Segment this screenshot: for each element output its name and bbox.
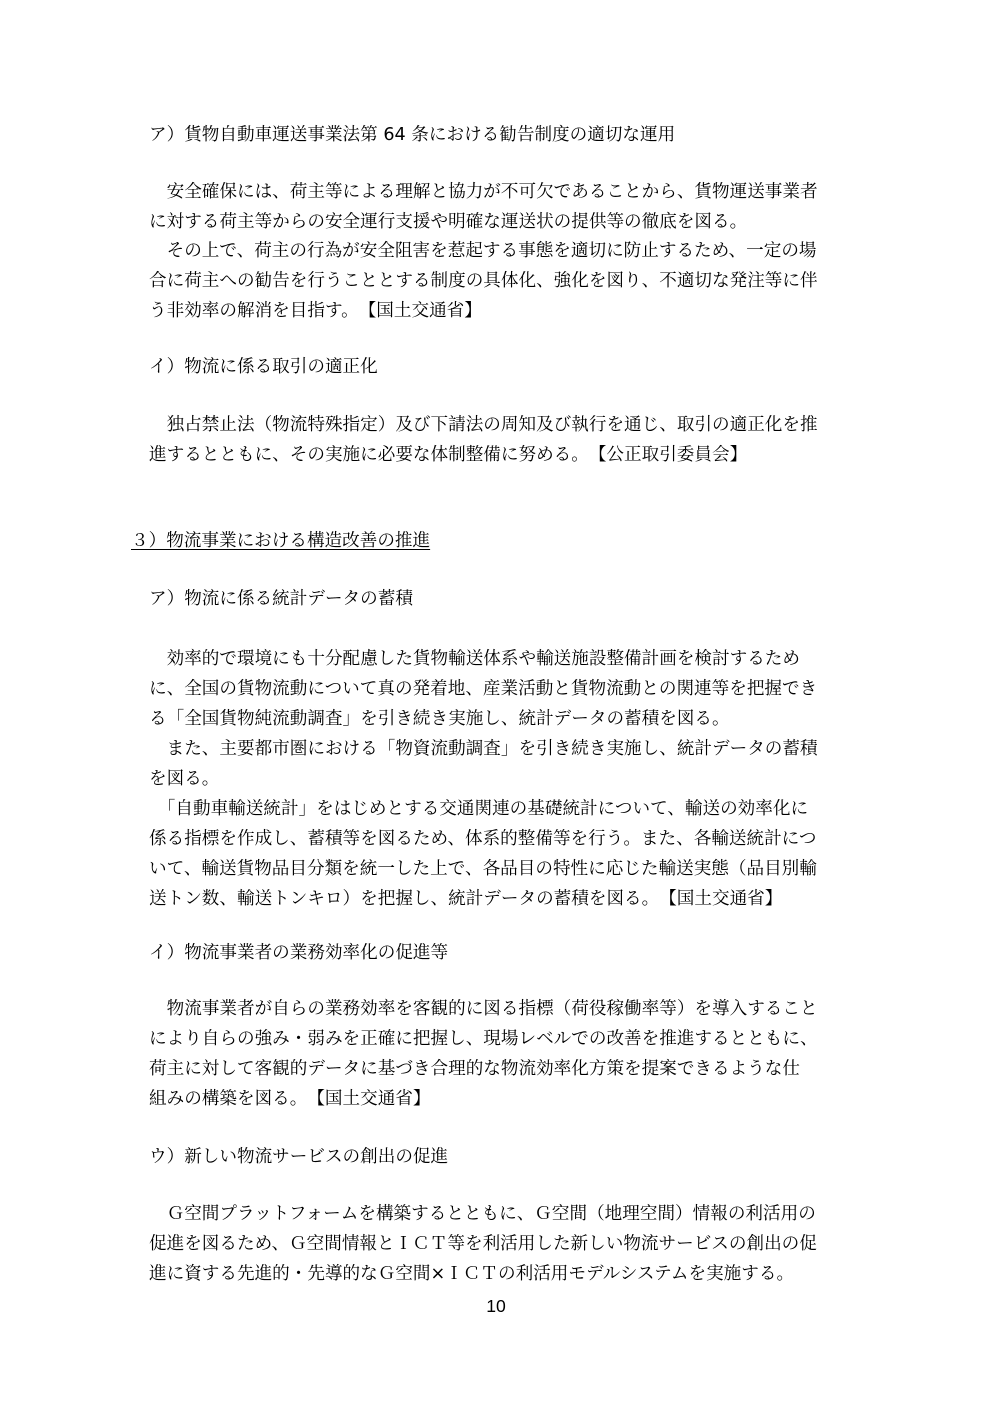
text-line: に対する荷主等からの安全運行支援や明確な運送状の提供等の徹底を図る。 bbox=[149, 212, 748, 232]
paragraph-busshi-ryudo bbox=[149, 734, 871, 794]
text-line: う非効率の解消を目指す。 【国土交通省】 bbox=[149, 301, 482, 321]
text-line: により自らの強み・弱みを正確に把握し、現場レベルでの改善を推進するとともに、 bbox=[149, 1029, 818, 1049]
text-line: 安全確保には、荷主等による理解と協力が不可欠であることから、貨物運送事業者 bbox=[149, 182, 818, 202]
text-line: 進するとともに、その実施に必要な体制整備に努める。 【公正取引委員会】 bbox=[149, 445, 748, 465]
paragraph-anzen-kakuho bbox=[149, 177, 871, 237]
heading-gyomu-koritsuka: イ）物流事業者の業務効率化の促進等 bbox=[149, 943, 449, 963]
heading-kankoku-seido: ア）貨物自動車運送事業法第 64 条における勧告制度の適切な運用 bbox=[149, 125, 676, 145]
text-line: 組みの構築を図る。 【国土交通省】 bbox=[149, 1089, 431, 1109]
paragraph-niyaku-kadoritsu bbox=[149, 994, 871, 1114]
page-number: 10 bbox=[486, 1296, 506, 1316]
text-line: 「自動車輸送統計」をはじめとする交通関連の基礎統計について、輸送の効率化に bbox=[149, 799, 809, 819]
text-line: いて、輸送貨物品目分類を統一した上で、各品目の特性に応じた輸送実態（品目別輸 bbox=[149, 859, 817, 879]
text-line: 進に資する先進的・先導的なＧ空間×ＩＣＴの利活用モデルシステムを実施する。 bbox=[149, 1264, 795, 1284]
text-line: 効率的で環境にも十分配慮した貨物輸送体系や輸送施設整備計画を検討するため bbox=[149, 649, 800, 669]
paragraph-dokusen-kinshi bbox=[149, 410, 871, 470]
text-line: 送トン数、輸送トンキロ）を把握し、統計データの蓄積を図る。 【国土交通省】 bbox=[149, 889, 783, 909]
paragraph-jidosha-yuso-tokei bbox=[149, 794, 871, 914]
section-title-kozo-kaizen: ３）物流事業における構造改善の推進 bbox=[131, 531, 431, 551]
text-line: 物流事業者が自らの業務効率を客観的に図る指標（荷役稼働率等）を導入すること bbox=[149, 999, 818, 1019]
text-line: 独占禁止法（物流特殊指定）及び下請法の周知及び執行を通じ、取引の適正化を推 bbox=[149, 415, 818, 435]
heading-tokei-data: ア）物流に係る統計データの蓄積 bbox=[149, 589, 413, 609]
text-line: 促進を図るため、Ｇ空間情報とＩＣＴ等を利活用した新しい物流サービスの創出の促 bbox=[149, 1234, 817, 1254]
heading-butsuryu-service: ウ）新しい物流サービスの創出の促進 bbox=[149, 1147, 449, 1167]
text-line: る「全国貨物純流動調査」を引き続き実施し、統計データの蓄積を図る。 bbox=[149, 709, 730, 729]
paragraph-junryudo-chosa bbox=[149, 644, 871, 734]
text-line: 荷主に対して客観的データに基づき合理的な物流効率化方策を提案できるような仕 bbox=[149, 1059, 800, 1079]
text-line: Ｇ空間プラットフォームを構築するとともに、Ｇ空間（地理空間）情報の利活用の bbox=[149, 1204, 816, 1224]
text-line: その上で、荷主の行為が安全阻害を惹起する事態を適切に防止するため、一定の場 bbox=[149, 241, 817, 261]
text-line: に、全国の貨物流動について真の発着地、産業活動と貨物流動との関連等を把握でき bbox=[149, 679, 818, 699]
text-line: 合に荷主への勧告を行うこととする制度の具体化、強化を図り、不適切な発注等に伴 bbox=[149, 271, 818, 291]
heading-torihiki-tekiseika: イ）物流に係る取引の適正化 bbox=[149, 357, 378, 377]
text-line: を図る。 bbox=[149, 769, 220, 789]
text-line: また、主要都市圏における「物資流動調査」を引き続き実施し、統計データの蓄積 bbox=[149, 739, 818, 759]
text-line: 係る指標を作成し、蓄積等を図るため、体系的整備等を行う。また、各輸送統計につ bbox=[149, 829, 817, 849]
paragraph-g-kukan bbox=[149, 1199, 871, 1289]
paragraph-kankoku bbox=[149, 236, 871, 326]
